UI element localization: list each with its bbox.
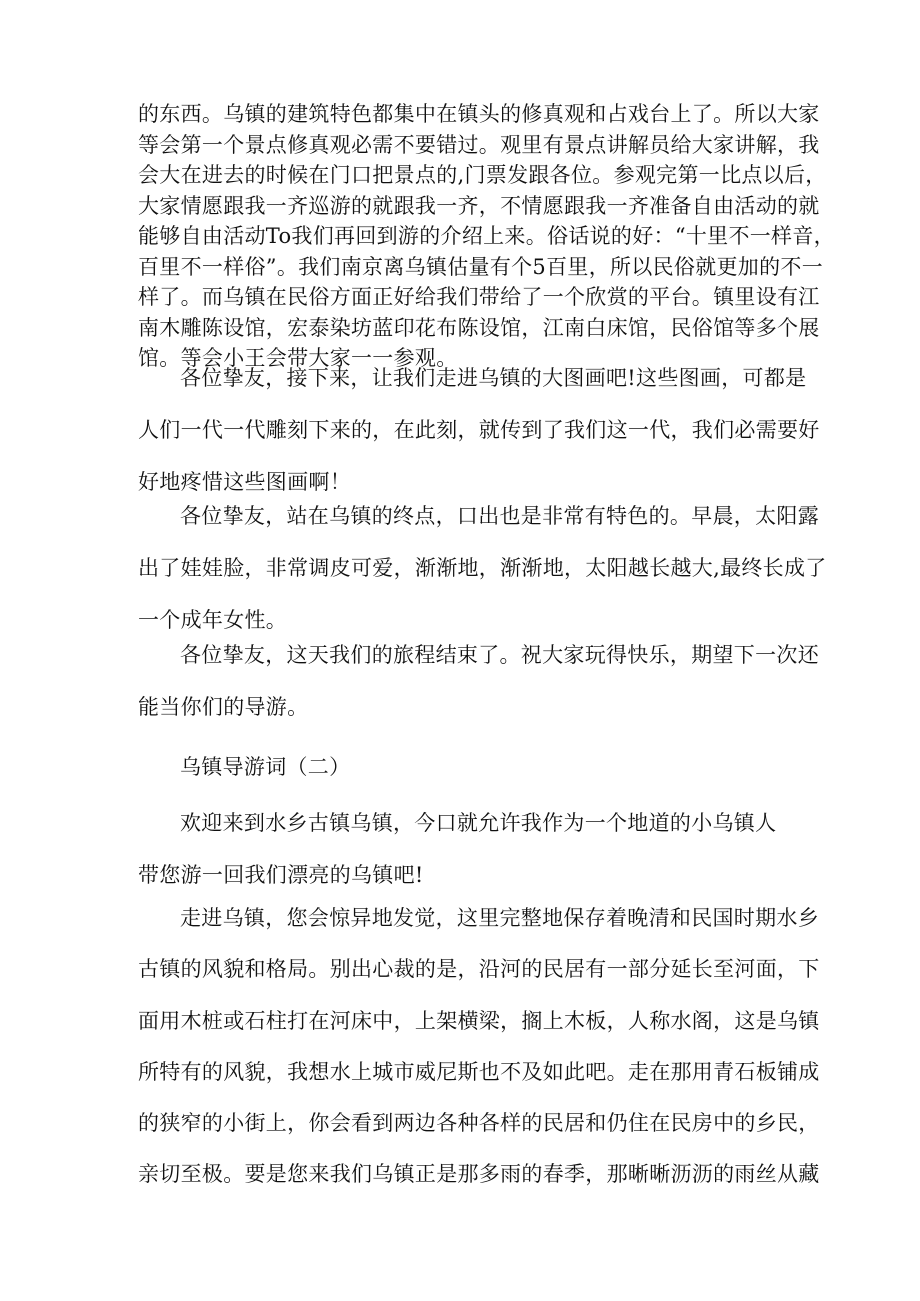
text-line: 各位挚友，站在乌镇的终点，口出也是非常有特色的。早晨，太阳露 [180,504,819,528]
text-line: 出了娃娃脸，非常调皮可爱，渐渐地，渐渐地，太阳越长越大,最终长成了 [138,556,827,580]
text-line: 各位挚友，这天我们的旅程结束了。祝大家玩得快乐，期望下一次还 [180,643,819,667]
text-line: 面用木桩或石柱打在河床中，上架横梁，搁上木板，人称水阁，这是乌镇 [138,1008,820,1033]
text-line: 所特有的风貌，我想水上城市威尼斯也不及如此吧。走在那用青石板铺成 [138,1059,820,1084]
text-line: 亲切至极。要是您来我们乌镇正是那多雨的春季，那晰晰沥沥的雨丝从藏 [138,1162,820,1187]
text-line: 一个成年女性。 [138,608,288,632]
text-line: 样了。而乌镇在民俗方面正好给我们带给了一个欣赏的平台。镇里设有江 [138,285,820,309]
text-line: 会大在进去的时候在门口把景点的,门票发跟各位。参观完第一比点以后， [138,163,827,187]
text-line: 能当你们的导游。 [138,695,309,719]
text-line: 人们一代一代雕刻下来的，在此刻，就传到了我们这一代，我们必需要好 [138,418,820,442]
text-line: 等会第一个景点修真观必需不要错过。观里有景点讲解员给大家讲解，我 [138,132,820,157]
text-line: 走进乌镇，您会惊异地发觉，这里完整地保存着晚清和民国时期水乡 [180,906,819,930]
text-line: 的狭窄的小街上，你会看到两边各种各样的民居和仍住在民房中的乡民， [138,1111,820,1136]
paragraph-pictures [138,352,820,508]
text-line: 好地疼惜这些图画啊！ [138,470,351,494]
paragraph-continued [138,99,835,374]
text-line: 能够自由活动To我们再回到游的介绍上来。俗话说的好：“十里不一样音， [138,224,835,248]
paragraph-farewell [138,629,819,733]
text-line: 的东西。乌镇的建筑特色都集中在镇头的修真观和占戏台上了。所以大家 [138,102,820,126]
text-line: 大家情愿跟我一齐巡游的就跟我一齐，不情愿跟我一齐准备自由活动的就 [138,193,820,218]
paragraph-town-view [138,893,820,1201]
text-line: 馆。等会小王会带大家一一参观。 [138,346,458,370]
section-heading [138,752,798,782]
text-line: 古镇的风貌和格局。别出心裁的是，沿河的民居有一部分延长至河面，下 [138,957,820,982]
text-line: 南木雕陈设馆，宏泰染坊蓝印花布陈设馆，江南白床馆，民俗馆等多个展 [138,315,820,340]
heading-text: 乌镇导游词（二） [180,755,351,779]
text-line: 百里不一样俗”。我们南京离乌镇估量有个5百里，所以民俗就更加的不一 [138,254,823,279]
text-line: 带您游一回我们漂亮的乌镇吧! [138,863,424,887]
text-line: 各位挚友，接下来，让我们走进乌镇的大图画吧!这些图画，可都是 [180,366,807,390]
paragraph-sunrise [138,490,827,646]
paragraph-welcome [138,797,798,901]
text-line: 欢迎来到水乡古镇乌镇，今口就允许我作为一个地道的小乌镇人 [180,811,777,835]
